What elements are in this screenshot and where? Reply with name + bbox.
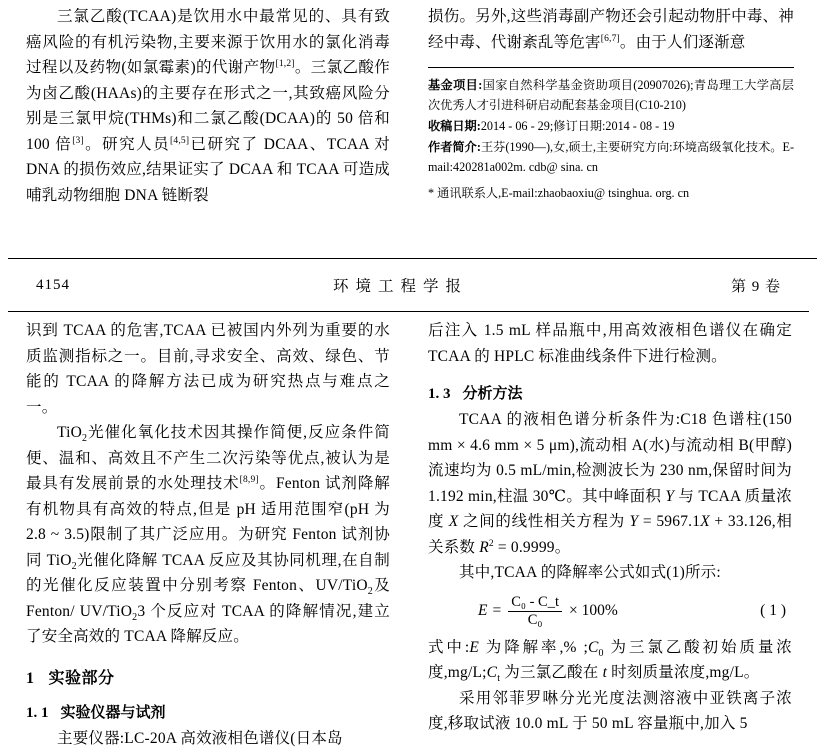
bottom-section: [0, 318, 817, 733]
received-note: [428, 116, 794, 136]
author-text: 王芬(1990—),女,硕士,主要研究方向:环境高级氧化技术。E-mail:420281a002m. cdb@ sina. cn: [428, 140, 794, 174]
top-left-column: [0, 0, 408, 250]
funding-note: [428, 75, 794, 115]
equation-1: [478, 594, 618, 629]
equation-numerator: C₀ - C_t: [508, 594, 562, 611]
journal-title: 环境工程学报: [333, 274, 468, 296]
subsection-number-1-3: 1. 3: [428, 386, 451, 402]
received-text: 2014 - 06 - 29;修订日期:2014 - 08 - 19: [481, 119, 675, 133]
equation-denominator: C₀: [525, 612, 546, 629]
author-label: 作者简介:: [428, 140, 481, 154]
author-note: [428, 137, 794, 177]
funding-label: 基金项目:: [428, 78, 482, 92]
equation-lhs: E: [478, 602, 487, 620]
subsection-heading-1-3: [428, 382, 792, 403]
top-right-column: [408, 0, 816, 250]
page-number: 4154: [36, 277, 70, 294]
running-head: [0, 258, 817, 312]
body-paragraph-7: 式中:E 为降解率,% $;C_0$ 为三氯乙酸初始质量浓度$,mg/L;C_t$ 为三氯乙酸在 t 时刻质量浓度,mg/L。: [428, 635, 792, 686]
bottom-right-column: [408, 318, 816, 733]
body-paragraph-8: 采用邻菲罗啉分光光度法测溶液中亚铁离子浓度,移取试液 10.0 mL 于 50 mL 容量瓶中,加入 5: [428, 686, 792, 737]
section-heading-1: [26, 665, 390, 688]
body-paragraph-1: 识到 TCAA 的危害,TCAA 已被国内外列为重要的水质监测指标之一。目前,寻求安全、高效、绿色、节能的 TCAA 的降解方法已成为研究热点与难点之一。: [26, 318, 390, 420]
footnote-divider: [428, 67, 794, 68]
subsection-heading-1-1: [26, 701, 390, 722]
intro-paragraph-left: 三氯乙酸(TCAA)是饮用水中最常见的、具有致癌风险的有机污染物,主要来源于饮用水的氯化消毒过程以及药物(如氯霉素)的代谢产物[1,2]。三氯乙酸作为卤乙酸(HAAs)的主要存在形式之一,其致癌风险分别是三氯甲烷(THMs)和二氯乙酸(DCAA)的 50 倍和 100 倍[3]。研究人员[4,5]已研究了 DCAA、TCAA 对 DNA 的损伤效应,结果证实了 DCAA 和 TCAA 可造成哺乳动物细胞 DNA 链断裂: [26, 4, 390, 208]
equation-fraction: [508, 594, 562, 629]
bottom-left-column: [0, 318, 408, 733]
subsection-title-1-1: 实验仪器与试剂: [61, 705, 166, 721]
body-paragraph-2: TiO$_2$光催化氧化技术因其操作简便,反应条件简便、温和、高效且不产生二次污染等优点,被认为是最具有发展前景的水处理技术[8,9]。Fenton 试剂降解有机物具有高效的特点,但是 pH 适用范围窄(pH 为 2.8 ~ 3.5)限制了其广泛应用。为研究 Fenton 试剂协同 TiO$_2$光催化降解 TCAA 反应及其协同机理,在自制的光催化反应装置中分别考察 Fenton、UV/TiO$_2$及 Fenton/ UV/TiO$_2$3 个反应对 TCAA 的降解情况,建立了安全高效的 TCAA 降解反应。: [26, 420, 390, 650]
equation-equals: =: [492, 602, 501, 620]
received-label: 收稿日期:: [428, 119, 481, 133]
volume-label: 第 9 卷: [731, 275, 781, 296]
body-paragraph-5: TCAA 的液相色谱分析条件为:C18 色谱柱(150 mm × 4.6 mm × 5 μm),流动相 A(水)与流动相 B(甲醇)流速均为 0.5 mL/min,检测波长为 230 nm,保留时间为 1.192 min,柱温 30℃。其中峰面积 Y 与 TCAA 质量浓度 X 之间的线性相关方程为 Y = 5967.1X + 33.126,相关系数 $R^2 = 0.9999$。: [428, 407, 792, 560]
funding-text: 国家自然科学基金资助项目(20907026);青岛理工大学高层次优秀人才引进科研启动配套基金项目(C10-210): [428, 78, 794, 112]
equation-number: ( 1 ): [760, 602, 786, 620]
top-section: [0, 0, 817, 250]
corresponding-author-note: * 通讯联系人,E-mail:zhaobaoxiu@ tsinghua. org. cn: [428, 183, 794, 203]
section-title-1: 实验部分: [49, 670, 115, 687]
intro-paragraph-right: 损伤。另外,这些消毒副产物还会引起动物肝中毒、神经中毒、代谢紊乱等危害[6,7]。由于人们逐渐意: [428, 4, 794, 55]
body-paragraph-4: 后注入 1.5 mL 样品瓶中,用高效液相色谱仪在确定 TCAA 的 HPLC 标准曲线条件下进行检测。: [428, 318, 792, 369]
section-number-1: 1: [26, 670, 35, 687]
footnote-block: [428, 75, 794, 203]
subsection-title-1-3: 分析方法: [463, 386, 523, 402]
equation-multiplier: × 100%: [569, 602, 618, 620]
subsection-number-1-1: 1. 1: [26, 705, 49, 721]
body-paragraph-3: 主要仪器:LC-20A 高效液相色谱仪(日本岛: [26, 726, 390, 751]
body-paragraph-6: 其中,TCAA 的降解率公式如式(1)所示:: [428, 560, 792, 586]
equation-1-row: [428, 594, 792, 629]
